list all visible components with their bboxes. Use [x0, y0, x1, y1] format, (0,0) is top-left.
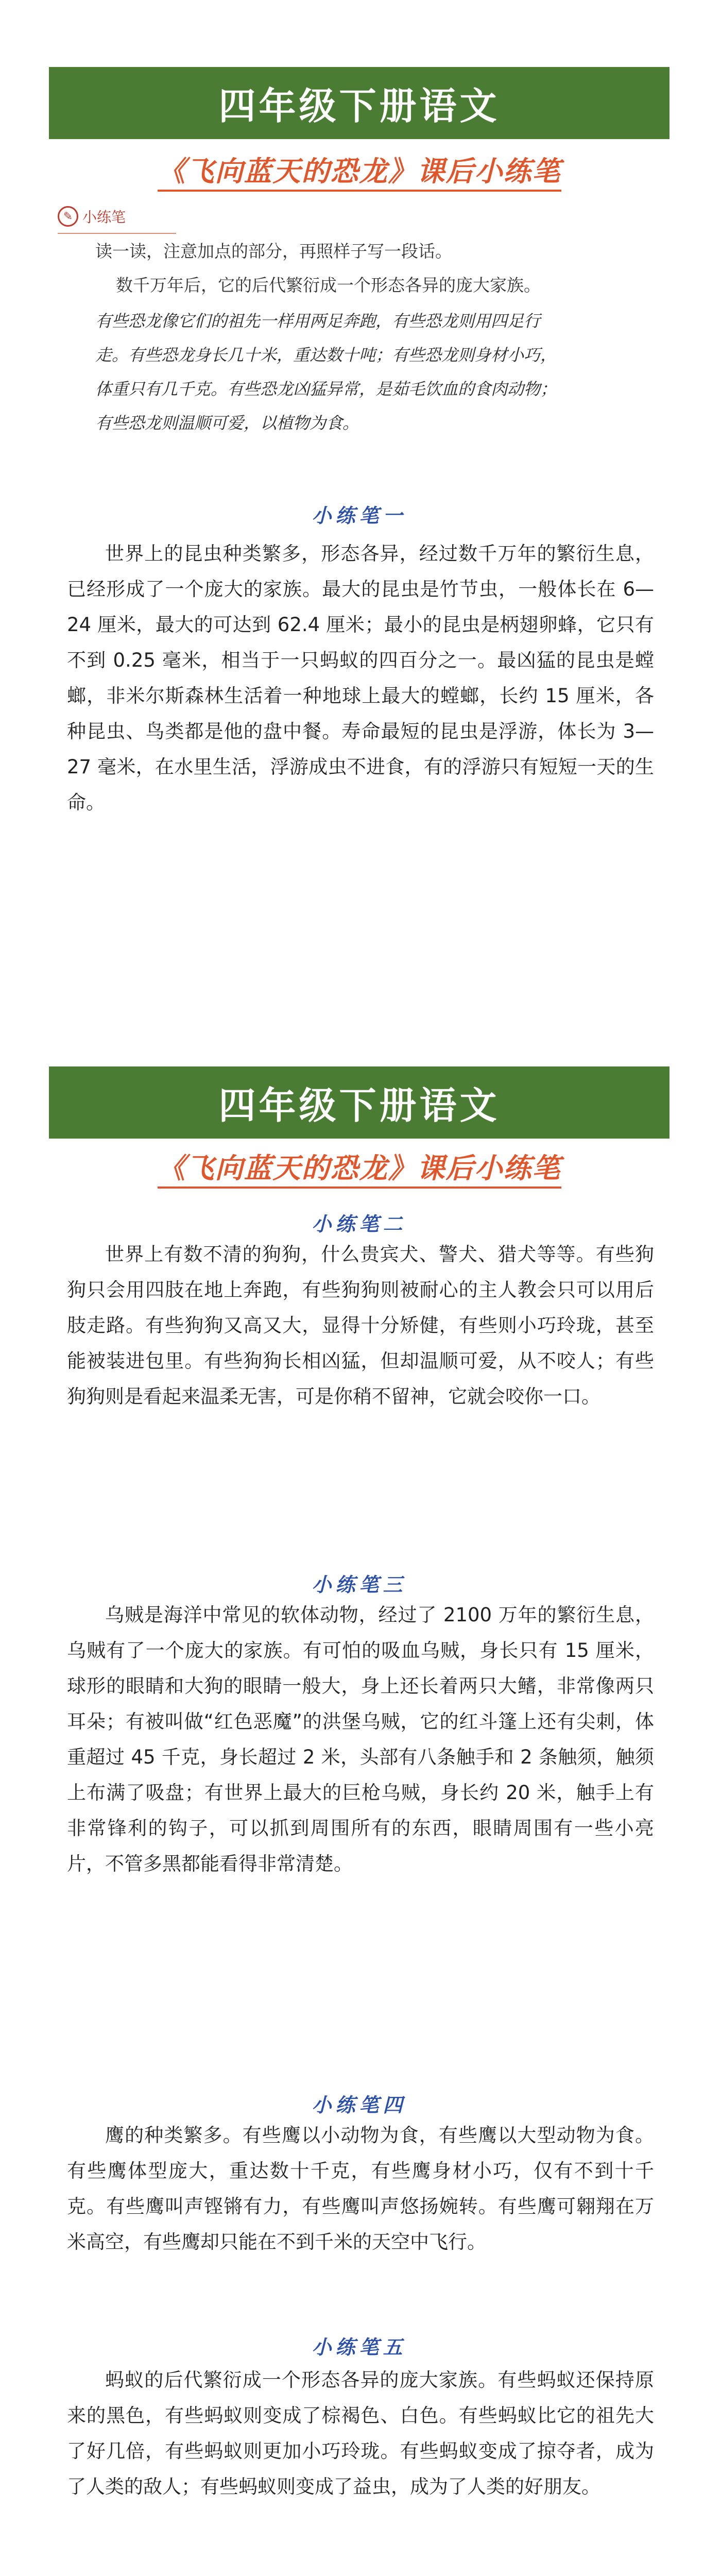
section-title: 小练笔三	[312, 1573, 407, 1596]
section-paragraph: 世界上有数不清的狗狗，什么贵宾犬、警犬、猎犬等等。有些狗狗只会用四肢在地上奔跑，有些狗狗则被耐心的主人教会只可以用后肢走路。有些狗狗又高又大，显得十分矫健，有些则小巧玲珑，甚至能被装进包里。有些狗狗长相凶猛，但却温顺可爱，从不咬人；有些狗狗则是看起来温柔无害，可是你稍不留神，它就会咬你一口。	[67, 1243, 654, 1408]
section-paragraph: 鹰的种类繁多。有些鹰以小动物为食，有些鹰以大型动物为食。有些鹰体型庞大，重达数十千克，有些鹰身材小巧，仅有不到十千克。有些鹰叫声铿锵有力，有些鹰叫声悠扬婉转。有些鹰可翱翔在万米高空，有些鹰却只能在不到千米的天空中飞行。	[67, 2124, 654, 2253]
title-banner: 四年级下册语文	[49, 1066, 670, 1139]
lesson-subtitle: 《飞向蓝天的恐龙》课后小练笔	[49, 149, 670, 189]
exercise-line: 有些恐龙则温顺可爱，以植物为食。	[95, 413, 359, 433]
section-paragraph: 乌贼是海洋中常见的软体动物，经过了 2100 万年的繁衍生息，乌贼有了一个庞大的家族。有可怕的吸血乌贼，身长只有 15 厘米，球形的眼睛和大狗的眼睛一般大，身上还长着两只大鳍，非常像两只耳朵；有被叫做“红色恶魔”的洪堡乌贼，它的红斗篷上还有尖刺，体重超过 45 千克，身长超过 2 米，头部有八条触手和 2 条触须，触须上布满了吸盘；有世界上最大的巨枪乌贼，身长约 20 米，触手上有非常锋利的钩子，可以抓到周围所有的东西，眼睛周围有一些小亮片，不管多黑都能看得非常清楚。	[67, 1604, 654, 1875]
section-title: 小练笔二	[312, 1213, 407, 1235]
divider	[58, 233, 176, 234]
title-banner: 四年级下册语文	[49, 67, 670, 139]
exercise-line: 走。有些恐龙身长几十米，重达数十吨；有些恐龙则身材小巧，	[95, 345, 557, 365]
section-title: 小练笔五	[312, 2336, 407, 2359]
section-title: 小练笔一	[312, 504, 407, 527]
lesson-subtitle: 《飞向蓝天的恐龙》课后小练笔	[49, 1146, 670, 1186]
pencil-icon: ✎	[58, 206, 78, 227]
exercise-tag	[58, 206, 126, 227]
exercise-tag-label: 小练笔	[82, 209, 126, 226]
exercise-line: 有些恐龙像它们的祖先一样用两足奔跑，有些恐龙则用四足行	[95, 311, 541, 331]
section-title: 小练笔四	[312, 2094, 407, 2116]
exercise-line: 体重只有几千克。有些恐龙凶猛异常，是茹毛饮血的食肉动物；	[95, 379, 557, 399]
section-paragraph: 世界上的昆虫种类繁多，形态各异，经过数千万年的繁衍生息，已经形成了一个庞大的家族。最大的昆虫是竹节虫，一般体长在 6—24 厘米，最大的可达到 62.4 厘米；最小的昆虫是柄翅卵蜂，它只有不到 0.25 毫米，相当于一只蚂蚁的四百分之一。最凶猛的昆虫是螳螂，非米尔斯森林生活着一种地球上最大的螳螂，长约 15 厘米，各种昆虫、鸟类都是他的盘中餐。寿命最短的昆虫是浮游，体长为 3—27 毫米，在水里生活，浮游成虫不进食，有的浮游只有短短一天的生命。	[67, 543, 654, 814]
exercise-lead: 数千万年后，它的后代繁衍成一个形态各异的庞大家族。	[116, 275, 541, 295]
section-paragraph: 蚂蚁的后代繁衍成一个形态各异的庞大家族。有些蚂蚁还保持原来的黑色，有些蚂蚁则变成了棕褐色、白色。有些蚂蚁比它的祖先大了好几倍，有些蚂蚁则更加小巧玲珑。有些蚂蚁变成了掠夺者，成为了人类的敌人；有些蚂蚁则变成了益虫，成为了人类的好朋友。	[67, 2369, 654, 2498]
exercise-intro: 读一读，注意加点的部分，再照样子写一段话。	[95, 241, 452, 261]
